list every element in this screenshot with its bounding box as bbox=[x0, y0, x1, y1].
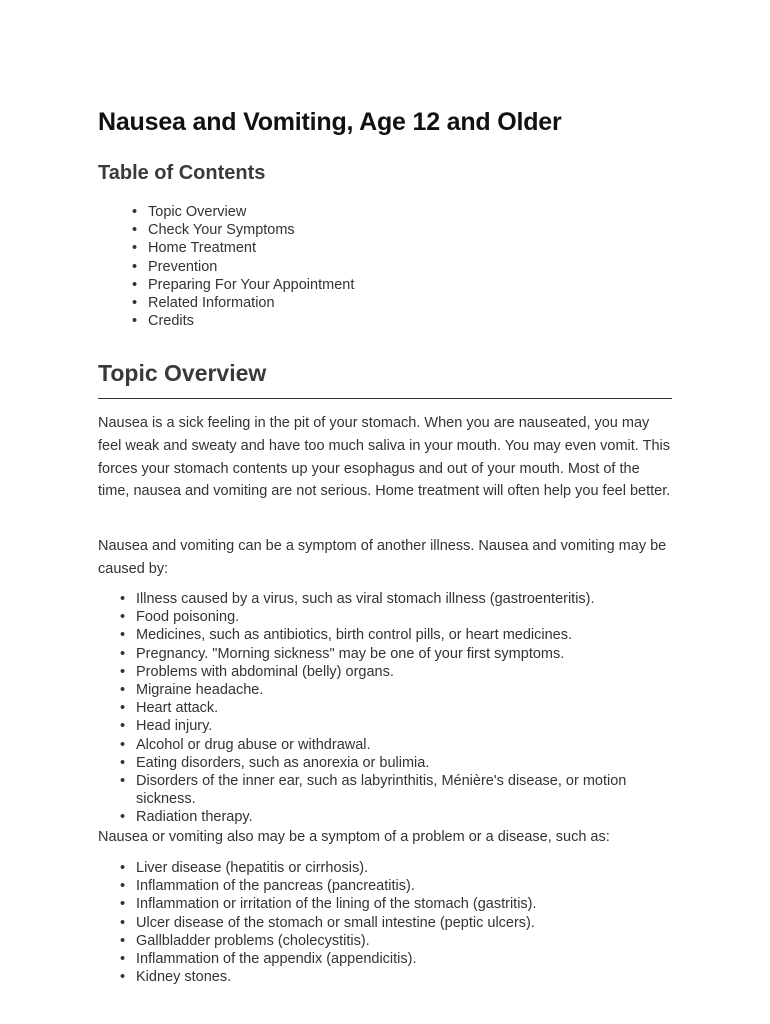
list-item: • Inflammation of the pancreas (pancreatitis). bbox=[136, 877, 656, 895]
toc-list bbox=[148, 203, 648, 330]
toc-item-related-information[interactable]: • Related Information bbox=[148, 294, 648, 312]
toc-item-preparing-for-appointment[interactable]: • Preparing For Your Appointment bbox=[148, 276, 648, 294]
list-item: • Heart attack. bbox=[136, 699, 656, 717]
list-item: • Food poisoning. bbox=[136, 608, 656, 626]
toc-item-check-your-symptoms[interactable]: • Check Your Symptoms bbox=[148, 221, 648, 239]
list-item: • Head injury. bbox=[136, 717, 656, 735]
list-item: • Ulcer disease of the stomach or small intestine (peptic ulcers). bbox=[136, 914, 656, 932]
list-item: • Illness caused by a virus, such as viral stomach illness (gastroenteritis). bbox=[136, 590, 656, 608]
overview-paragraph: Nausea is a sick feeling in the pit of your stomach. When you are nauseated, you may feel weak and sweaty and have too much saliva in your mouth. You may even vomit. This forces your stomach contents up your esophagus and out of your mouth. Most of the time, nausea and vomiting are not serious. Home treatment will often help you feel better. bbox=[98, 415, 671, 500]
list-item: • Pregnancy. "Morning sickness" may be one of your first symptoms. bbox=[136, 645, 656, 663]
list-item: • Problems with abdominal (belly) organs. bbox=[136, 663, 656, 681]
list-item: • Migraine headache. bbox=[136, 681, 656, 699]
section-divider bbox=[98, 398, 672, 399]
diseases-list bbox=[136, 859, 656, 986]
list-item: • Liver disease (hepatitis or cirrhosis). bbox=[136, 859, 656, 877]
list-item: • Eating disorders, such as anorexia or bulimia. bbox=[136, 754, 656, 772]
toc-heading: Table of Contents bbox=[98, 162, 266, 184]
page-title: Nausea and Vomiting, Age 12 and Older bbox=[98, 108, 562, 136]
diseases-intro-paragraph: Nausea or vomiting also may be a symptom of a problem or a disease, such as: bbox=[98, 829, 610, 845]
toc-item-prevention[interactable]: • Prevention bbox=[148, 258, 648, 276]
causes-list bbox=[136, 590, 656, 827]
toc-item-topic-overview[interactable]: • Topic Overview bbox=[148, 203, 648, 221]
toc-item-home-treatment[interactable]: • Home Treatment bbox=[148, 239, 648, 257]
list-item: • Radiation therapy. bbox=[136, 808, 656, 826]
list-item: • Inflammation or irritation of the lining of the stomach (gastritis). bbox=[136, 895, 656, 913]
list-item: • Gallbladder problems (cholecystitis). bbox=[136, 932, 656, 950]
section-heading-topic-overview: Topic Overview bbox=[98, 360, 267, 386]
list-item: • Disorders of the inner ear, such as labyrinthitis, Ménière's disease, or motion sickness. bbox=[136, 772, 656, 808]
list-item: • Inflammation of the appendix (appendicitis). bbox=[136, 950, 656, 968]
causes-intro-paragraph: Nausea and vomiting can be a symptom of another illness. Nausea and vomiting may be caused by: bbox=[98, 538, 667, 577]
list-item: • Kidney stones. bbox=[136, 968, 656, 986]
list-item: • Medicines, such as antibiotics, birth control pills, or heart medicines. bbox=[136, 626, 656, 644]
list-item: • Alcohol or drug abuse or withdrawal. bbox=[136, 736, 656, 754]
toc-item-credits[interactable]: • Credits bbox=[148, 312, 648, 330]
